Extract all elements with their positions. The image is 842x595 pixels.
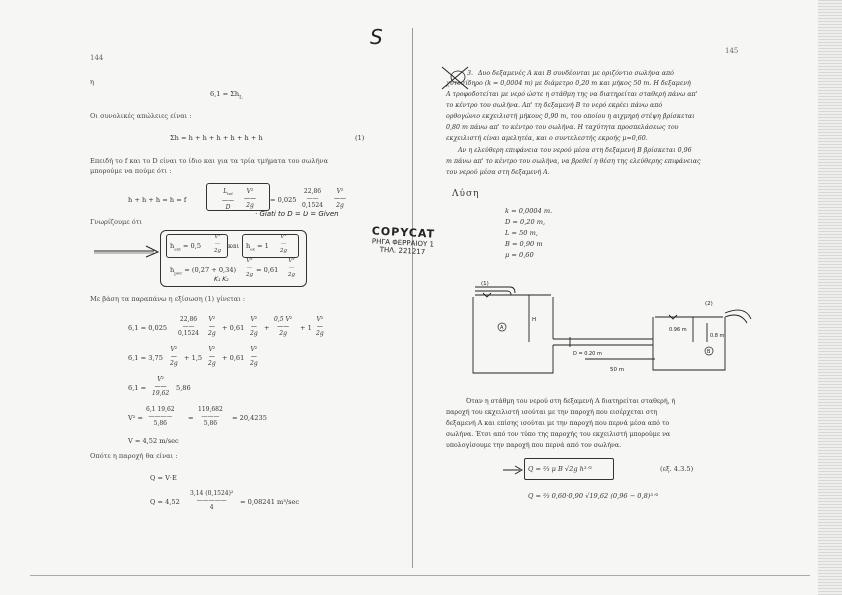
- equation-b-tail2: + 0,61: [222, 354, 245, 362]
- flow-intro: Οπότε η παροχή θα είναι :: [90, 452, 178, 460]
- equation-sum: $6,1 = \Sigma h_L$: [210, 90, 243, 101]
- friction-ld-fraction: $L_{tot}$ —— D: [222, 188, 234, 212]
- equation-c-tail: 5,86: [176, 384, 191, 392]
- losses-equation-number: (1): [355, 134, 365, 142]
- equation-a: 6,1 = 0,025: [128, 324, 168, 332]
- equation-d-fraction: 6,1 19,62 ———— 5,86: [146, 406, 175, 427]
- equation-a-v2g: V² — 2g: [208, 316, 216, 337]
- problem-line-3: Α τροφοδοτείται με νερό ώστε η στάθμη της να διατηρείται σταθερή πάνω απ': [446, 91, 698, 98]
- equation-c: 6,1 =: [128, 384, 147, 392]
- velocity-result: V = 4,52 m/sec: [128, 437, 179, 445]
- equation-a-plus: +: [264, 324, 270, 332]
- diagram-tank-b: B: [707, 349, 711, 355]
- diagram-h08: 0.8 m: [710, 333, 725, 339]
- diagram-h: H: [532, 317, 537, 323]
- left-page-number: 144: [90, 54, 104, 62]
- friction-fraction: 22,86 —— 0,1524: [302, 188, 323, 209]
- exit-fraction: V² — 2g: [280, 234, 288, 254]
- stamp-line-3: ΤΗΛ. 221217: [379, 245, 426, 257]
- equation-a-fraction: 22,86 —— 0,1524: [178, 316, 199, 337]
- problem-line-9: m πάνω απ' το κέντρο του σωλήνα, να βρεθεί η θέση της ελεύθερης επιφάνειας: [446, 158, 701, 165]
- given-b: B = 0,90 m: [505, 240, 543, 248]
- friction-rhs: = 0,025: [270, 196, 297, 204]
- equation-c-fraction: V² —— 19,62: [152, 376, 170, 397]
- based-on-text: Με βάση τα παραπάνω η εξίσωση (1) γίνεται :: [90, 295, 246, 303]
- paragraph-line-4: σωλήνα. Έτσι από τον τύπο της παροχής του εκχειλιστή μπορούμε να: [446, 431, 671, 438]
- paragraph-line-5: υπολογίσουμε την παροχή που περνά από τον σωλήνα.: [446, 442, 622, 449]
- equation-d-fraction-2: 119,682 ——— 5,86: [198, 406, 223, 427]
- diagram-h096: 0.96 m: [669, 327, 687, 333]
- weir-calculation: Q = ⅔ 0,60·0,90 √19,62 (0,96 − 0,8)³ᐟ²: [528, 492, 659, 500]
- equation-d: V² =: [128, 414, 144, 422]
- friction-v2g-fraction: V² —— 2g: [244, 188, 256, 209]
- stamp-line-2: ΡΗΓΑ ΦΕΡΡΑΙΟΥ 1: [371, 237, 435, 249]
- flow-equation-1: Q = V·E: [150, 474, 177, 482]
- problem-line-2: χυτοσίδηρο (k = 0,0004 m) με διάμετρο 0,20 m και μήκος 50 m. Η δεξαμενή: [446, 80, 691, 87]
- equation-d-mid: =: [188, 414, 194, 422]
- sum-fraction: V² — 2g: [246, 258, 254, 278]
- equation-b-v2g-2: V² — 2g: [208, 346, 216, 367]
- diagram-diameter: D = 0.20 m: [573, 351, 602, 357]
- equation-a-v2g-2: V² — 2g: [250, 316, 258, 337]
- given-d: D = 0,20 m,: [505, 218, 546, 226]
- problem-line-6: 0,80 m πάνω απ' το κέντρο του σωλήνα. Η ταχύτητα προσπελάσεως του: [446, 124, 679, 131]
- equation-a-v2g-4: V² — 2g: [316, 316, 324, 337]
- scan-edge: [818, 0, 842, 595]
- diagram-label-2: (2): [705, 301, 713, 307]
- since-line-2: μπορούμε να πούμε ότι :: [90, 167, 172, 175]
- paragraph-line-1: Όταν η στάθμη του νερού στη δεξαμενή Α διατηρείται σταθερή, ή: [466, 398, 676, 405]
- equation-b-tail: + 1,5: [184, 354, 203, 362]
- diagram-length: 50 m: [610, 367, 625, 373]
- scan-bottom-line: [30, 575, 810, 576]
- h-entrance: $h_{ent} = 0,5$: [170, 242, 202, 252]
- losses-intro: Οι συνολικές απώλειες είναι :: [90, 112, 192, 120]
- friction-v2g-fraction-2: V² —— 2g: [334, 188, 346, 209]
- book-spine: [412, 28, 413, 568]
- stamp-line-1: COPYCAT: [371, 224, 436, 241]
- eta-symbol: η: [90, 78, 94, 86]
- equation-a-fraction-3: 0,5 V² —— 2g: [274, 316, 293, 337]
- problem-line-7: εκχειλιστή είναι αμελητέα, και ο συντελεστής εκροής μ=0,60.: [446, 135, 648, 142]
- given-k: k = 0,0004 m.: [505, 207, 553, 215]
- losses-equation: Σh = h + h + h + h + h + h: [170, 134, 263, 142]
- equation-a-tail4: + 1: [300, 324, 312, 332]
- equation-d-tail: = 20,4235: [232, 414, 267, 422]
- handwritten-note: · Giati to D = Ʋ = Given: [255, 210, 339, 218]
- weir-equation: Q = ⅔ μ B √2g h³ᐟ²: [528, 465, 592, 473]
- problem-line-4: το κέντρο του σωλήνα. Απ' τη δεξαμενή Β το νερό εκρέει πάνω από: [446, 102, 663, 109]
- equation-a-tail: + 0,61: [222, 324, 245, 332]
- hand-drawn-arrow: [92, 244, 162, 258]
- handwritten-s: S: [370, 25, 383, 49]
- weir-equation-ref: (εξ. 4.3.5): [660, 465, 694, 473]
- since-line-1: Επειδή το f και το D είναι το ίδιο και για τα τρία τμήματα του σωλήνα: [90, 157, 329, 165]
- h-sum-rhs2: = 0,61: [256, 266, 279, 274]
- h-exit: $h_{ex} = 1$: [246, 242, 269, 252]
- problem-line-5: ορθογώνιο εκχειλιστή μήκους 0,90 m, του οποίου η αιχμηρή στέψη βρίσκεται: [446, 113, 695, 120]
- equation-b: 6,1 = 3,75: [128, 354, 163, 362]
- solution-heading: Λύση: [452, 189, 480, 199]
- hand-drawn-arrow-2: [502, 464, 524, 476]
- given-mu: μ = 0,60: [505, 251, 534, 259]
- h-sum: $h_{pwr} = (0,27 + 0,34)$: [170, 266, 237, 276]
- diagram-tank-a: A: [500, 325, 504, 331]
- diagram-label-1: (1): [481, 281, 489, 287]
- paragraph-line-3: δεξαμενή Α και επίσης ισούται με την παροχή που περνά μέσα από το: [446, 420, 670, 427]
- problem-line-10: του νερού μέσα στη δεξαμενή Α.: [446, 169, 550, 176]
- paragraph-line-2: παροχή του εκχειλιστή ισούται με την παροχή που εισέρχεται στη: [446, 409, 658, 416]
- friction-equation: h + h + h = h = f: [128, 196, 187, 204]
- tank-diagram: [455, 275, 755, 385]
- problem-line-8: Αν η ελεύθερη επιφάνεια του νερού μέσα στη δεξαμενή Β βρίσκεται 0,96: [458, 147, 692, 154]
- and-word: και: [228, 242, 240, 250]
- problem-number: 3.: [467, 70, 474, 77]
- problem-line-1: Δυο δεξαμενές Α και Β συνδέονται με οριζόντιο σωλήνα από: [478, 70, 674, 77]
- sum-fraction-2: V² — 2g: [288, 258, 296, 278]
- right-page-number: 145: [725, 47, 739, 55]
- copycat-stamp: [347, 223, 458, 258]
- equation-b-v2g-3: V² — 2g: [250, 346, 258, 367]
- known-label: Γνωρίζουμε ότι: [90, 218, 142, 226]
- hand-drawn-box: [206, 183, 270, 211]
- flow-equation-2: Q = 4,52: [150, 498, 180, 506]
- entrance-fraction: V² — 2g: [214, 234, 222, 254]
- k-labels: K₁ K₂: [214, 276, 229, 283]
- equation-b-v2g: V² — 2g: [170, 346, 178, 367]
- flow-equation-tail: = 0,08241 m³/sec: [240, 498, 300, 506]
- flow-equation-fraction: 3,14 (0,1524)² ————— 4: [190, 490, 234, 511]
- given-l: L = 50 m,: [505, 229, 538, 237]
